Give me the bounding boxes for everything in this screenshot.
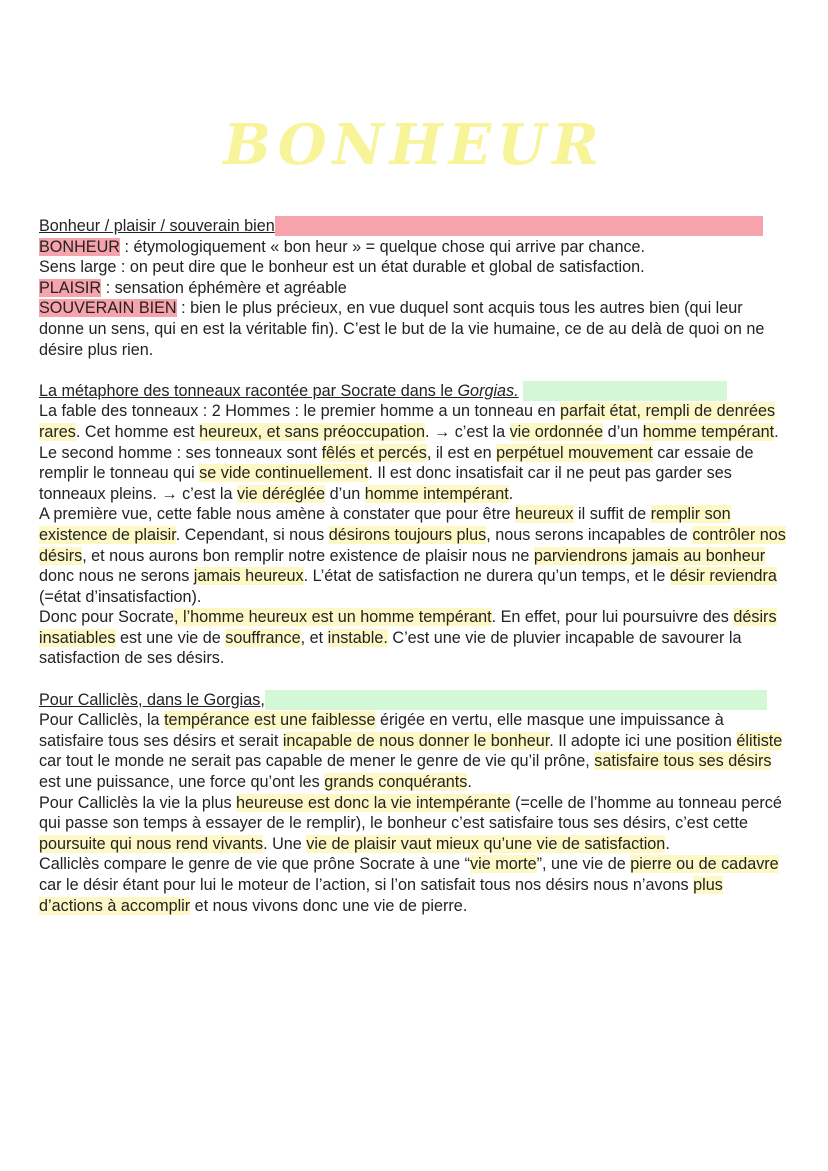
text-run: . Cet homme est — [75, 422, 200, 441]
definition-text: : bien le plus précieux, en vue duquel sont acquis tous les autres bien (qui leur donne un sens, qui en est la véritable fin). C’est le but de la vie humaine, ce de au delà de quoi on ne désire plus rien. — [39, 299, 765, 359]
text-run: . En effet, pour lui poursuivre des — [491, 608, 734, 627]
highlighted-text: jamais heureux — [193, 567, 304, 586]
text-run: . Une — [263, 834, 307, 853]
text-run: (=celle de l’homme au tonneau percé qui passe son temps à essayer de le remplir), le bonheur c’est satisfaire tous ses désirs, c’est cette — [39, 793, 782, 833]
text-run: . — [665, 834, 670, 853]
highlighted-text: homme intempérant — [364, 484, 509, 503]
text-run: (=état d’insatisfaction). — [39, 587, 202, 606]
heading-highlight-bar — [265, 690, 767, 710]
highlighted-text: souffrance — [225, 628, 301, 647]
paragraph — [39, 504, 789, 607]
heading-highlight-bar — [275, 216, 763, 236]
highlighted-text: désirons toujours plus — [328, 525, 487, 544]
text-run: C’est une vie de pluvier incapable de savourer la satisfaction de ses désirs. — [39, 628, 742, 668]
highlighted-text: élitiste — [736, 731, 783, 750]
highlighted-text: , l’homme heureux est un homme tempérant — [173, 608, 492, 627]
highlighted-text: pierre ou de cadavre — [630, 855, 779, 874]
highlighted-text: vie ordonnée — [509, 422, 604, 441]
text-run: est une puissance, une force qu’ont les — [39, 773, 325, 792]
text-run: car tout le monde ne serait pas capable de mener le genre de vie qu’il prône, — [39, 752, 595, 771]
text-run: , et nous aurons bon remplir notre existence de plaisir nous ne — [82, 546, 534, 565]
paragraph — [39, 401, 789, 442]
highlighted-text: tempérance est une faiblesse — [164, 711, 376, 730]
highlighted-text: heureux — [515, 505, 574, 524]
text-run: d’un — [603, 422, 643, 441]
text-run: A première vue, cette fable nous amène à constater que pour être — [39, 505, 516, 524]
section-heading-tonneaux — [39, 381, 789, 402]
section-callicles — [39, 690, 789, 917]
text-run: érigée en vertu, elle masque une impuissance à satisfaire tous ses désirs et serait — [39, 711, 724, 750]
paragraph — [39, 793, 789, 855]
highlighted-text: grands conquérants — [324, 773, 468, 792]
highlighted-text: satisfaire tous ses désirs — [594, 752, 772, 771]
highlighted-text: parfait état, rempli de denrées rares — [39, 402, 776, 441]
heading-text: Pour Calliclès, dans le Gorgias, — [39, 690, 265, 709]
heading-text: Bonheur / plaisir / souverain bien — [39, 217, 275, 235]
highlighted-text: vie morte — [470, 855, 537, 874]
heading-highlight-bar — [523, 381, 727, 401]
definition-text: : sensation éphémère et agréable — [101, 278, 347, 297]
text-run: . — [774, 422, 779, 441]
highlighted-text: heureux, et sans préoccupation — [199, 422, 426, 441]
text-run: car le désir étant pour lui le moteur de l’action, si l’on satisfait tous nos désirs nous n’avons — [39, 876, 694, 894]
section-heading-callicles — [39, 690, 789, 711]
highlighted-text: fêlés et percés — [321, 443, 427, 462]
text-run: Le second homme : ses tonneaux sont — [39, 443, 322, 462]
text-run: Pour Calliclès, la — [39, 711, 165, 730]
document-body — [39, 216, 789, 937]
term-bonheur: BONHEUR — [39, 237, 120, 256]
highlighted-text: désir reviendra — [669, 567, 777, 586]
paragraph — [39, 443, 789, 505]
text-run: . — [467, 773, 472, 792]
section-definitions — [39, 216, 789, 360]
highlighted-text: heureuse est donc la vie intempérante — [236, 793, 511, 812]
definition-bonheur — [39, 237, 789, 258]
text-run: donc nous ne serons — [39, 567, 194, 586]
paragraph — [39, 854, 789, 916]
text-run: il suffit de — [573, 505, 651, 524]
heading-main: La métaphore des tonneaux racontée par Socrate dans le — [39, 381, 458, 400]
heading-text — [39, 382, 519, 400]
text-run: . Il adopte ici une position — [549, 731, 737, 750]
text-run: . Il est donc insatisfait car il ne peut pas garder ses tonneaux pleins. → c’est la — [39, 464, 732, 503]
highlighted-text: se vide continuellement — [199, 464, 369, 483]
highlighted-text: poursuite qui nous rend vivants — [39, 834, 264, 853]
paragraph — [39, 607, 789, 669]
highlighted-text: homme tempérant — [642, 422, 775, 441]
highlighted-text: perpétuel mouvement — [496, 443, 653, 462]
paragraph — [39, 710, 789, 792]
text-run: Calliclès compare le genre de vie que prône Socrate à une “ — [39, 855, 471, 874]
highlighted-text: instable. — [327, 628, 388, 647]
text-run: . Cependant, si nous — [175, 525, 329, 544]
text-run: est une vie de — [115, 628, 226, 647]
text-run: et nous vivons donc une vie de pierre. — [190, 896, 468, 915]
definition-souverain-bien — [39, 298, 789, 360]
section-heading-definitions — [39, 216, 789, 237]
text-run: . → c’est la — [425, 422, 510, 441]
sens-large: Sens large : on peut dire que le bonheur est un état durable et global de satisfaction. — [39, 258, 645, 277]
text-run: car essaie de remplir le tonneau qui — [39, 443, 754, 483]
text-run: , il est en — [426, 443, 497, 462]
highlighted-text: parviendrons jamais au bonheur — [533, 546, 766, 565]
page-title: BONHEUR — [223, 112, 605, 178]
highlighted-text: contrôler nos désirs — [39, 525, 786, 565]
highlighted-text: désirs insatiables — [39, 608, 777, 647]
text-run: , et — [300, 628, 328, 647]
section-tonneaux — [39, 381, 789, 669]
highlighted-text: incapable de nous donner le bonheur — [282, 731, 550, 750]
text-run: d’un — [325, 484, 365, 503]
highlighted-text: vie déréglée — [236, 484, 326, 503]
text-run: ”, une vie de — [536, 855, 631, 874]
text-run: Pour Calliclès la vie la plus — [39, 793, 237, 812]
definition-plaisir — [39, 278, 789, 299]
highlighted-text: remplir son existence de plaisir — [39, 505, 731, 544]
highlighted-text: plus d’actions à accomplir — [39, 876, 723, 915]
highlighted-text: vie de plaisir vaut mieux qu’une vie de satisfaction — [306, 834, 666, 853]
heading-italic: Gorgias. — [457, 381, 519, 400]
text-run: . — [508, 484, 514, 503]
text-run: Donc pour Socrate — [39, 608, 174, 627]
text-run: , nous serons incapables de — [486, 525, 693, 544]
text-run: La fable des tonneaux : 2 Hommes : le premier homme a un tonneau en — [39, 402, 561, 421]
definition-text: : étymologiquement « bon heur » = quelque chose qui arrive par chance. — [119, 237, 646, 256]
text-run: . L’état de satisfaction ne durera qu’un temps, et le — [303, 567, 670, 586]
term-plaisir: PLAISIR — [39, 278, 102, 297]
term-souverain-bien: SOUVERAIN BIEN — [39, 299, 177, 318]
